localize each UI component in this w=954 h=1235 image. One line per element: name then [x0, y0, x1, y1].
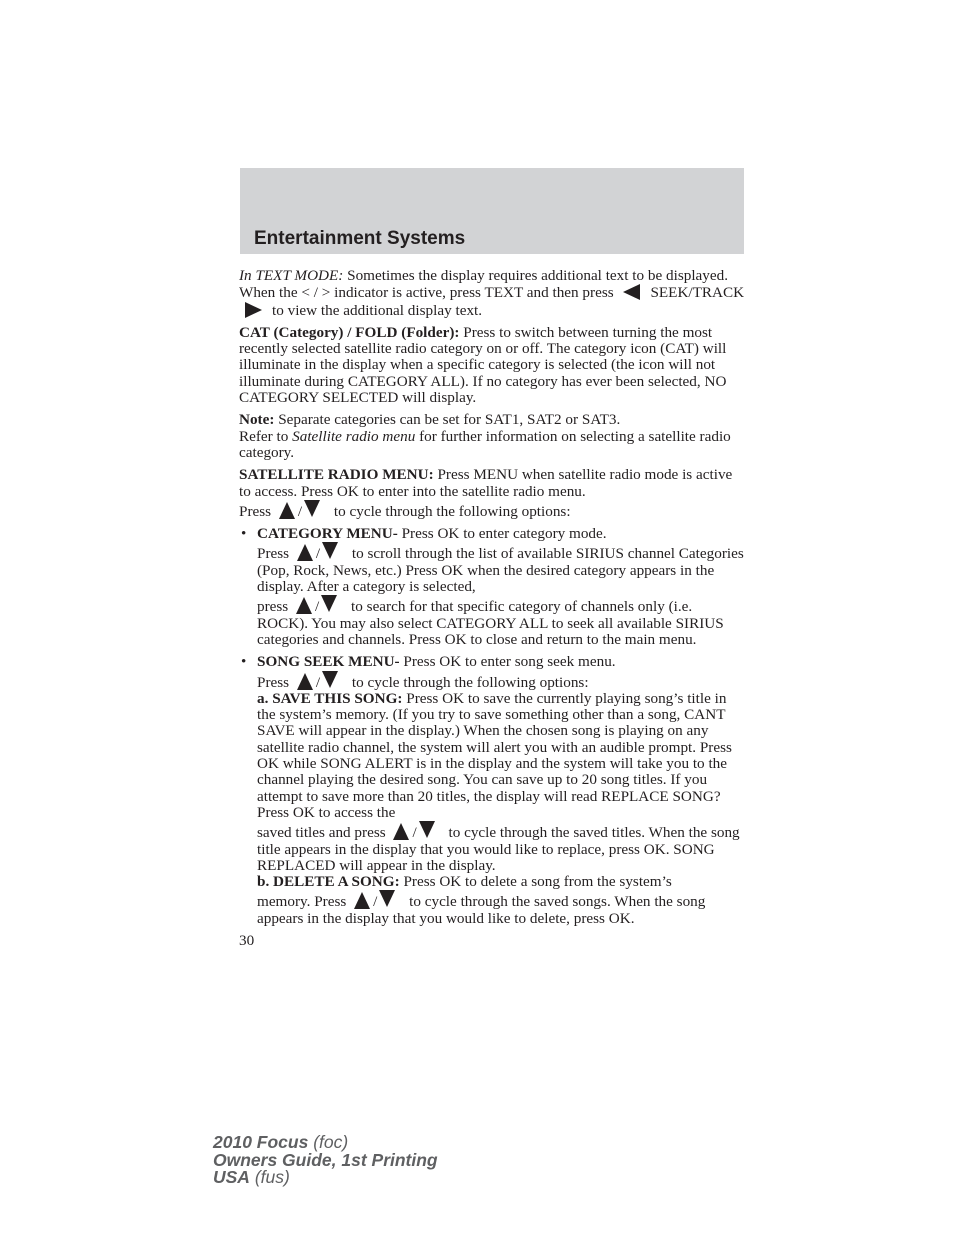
- cat-body: Press to switch between turning the most recently selected satellite radio category on or off. The category icon (CAT) will illuminate in the display when a specific category is selected (the icon will not illuminate during CATEGORY ALL). If no category has ever been selected, NO CATEGORY SELECTED will display.: [239, 323, 727, 407]
- text-mode-paragraph: [239, 268, 747, 319]
- footer-line-market: [213, 1169, 438, 1187]
- note-paragraph: [239, 412, 747, 461]
- satellite-menu-label: SATELLITE RADIO MENU:: [239, 466, 434, 484]
- seek-right-arrow-icon: [245, 302, 262, 318]
- footer-edition: Owners Guide, 1st Printing: [213, 1149, 438, 1170]
- cat-paragraph: [239, 325, 747, 406]
- down-arrow-icon: [321, 595, 337, 612]
- text-mode-seek: SEEK/TRACK: [650, 284, 745, 302]
- bullet: •: [241, 653, 247, 671]
- delete-song-pre: memory. Press: [257, 893, 347, 911]
- category-menu-label: CATEGORY MENU-: [257, 525, 398, 543]
- down-arrow-icon: [419, 821, 435, 838]
- save-song-pre: saved titles and press: [257, 824, 386, 842]
- down-arrow-icon: [379, 890, 395, 907]
- slash-text: /: [315, 545, 321, 563]
- category-press-1: Press: [257, 545, 290, 563]
- satellite-menu-press: Press: [239, 502, 272, 520]
- text-mode-end: to view the additional display text.: [272, 301, 483, 319]
- text-mode-label: In TEXT MODE:: [239, 267, 344, 284]
- slash-text: /: [412, 824, 417, 842]
- category-press-2: press: [257, 598, 289, 616]
- up-arrow-icon: [297, 544, 313, 561]
- down-arrow-icon: [304, 500, 320, 517]
- slash-text: /: [373, 893, 378, 911]
- text-mode-body: Sometimes the display requires additional text to be displayed. When the < / > indicator is active, press TEXT and then press: [239, 267, 729, 302]
- slash-text: /: [315, 673, 321, 691]
- satellite-menu-paragraph: [239, 467, 747, 520]
- save-song-body: Press OK to save the currently playing song’s title in the system’s memory. (If you try to save something other than a song, CANT SAVE will appear in the display.) When the chosen song is playing on any satellite radio channel, the system will alert you with an audible prompt. Press OK while SONG ALERT is in the display and the system will take you to the channel playing the desired song. You can save up to 20 song titles. If you attempt to save more than 20 titles, the display will read REPLACE SONG? Press OK to access the: [257, 689, 732, 821]
- category-text-1: to scroll through the list of available SIRIUS channel: [351, 545, 675, 563]
- footer-model: 2010 Focus: [213, 1132, 309, 1152]
- delete-song-body: Press OK to delete a song from the system’s: [399, 873, 672, 891]
- save-song-label: a. SAVE THIS SONG:: [257, 689, 403, 707]
- category-text-2: Categories (Pop, Rock, News, etc.) Press OK when the desired category appears in the display. After a category is selected,: [257, 545, 744, 596]
- category-menu-line-2: [257, 598, 665, 615]
- slash-text: /: [315, 598, 320, 616]
- slash-text: /: [297, 502, 303, 520]
- song-seek-body: Press OK to enter song seek menu.: [399, 653, 616, 671]
- delete-song-label: b. DELETE A SONG:: [257, 873, 400, 891]
- song-seek-menu-item: [239, 654, 747, 927]
- footer-market-code: (fus): [249, 1167, 290, 1187]
- category-menu-body: Press OK to enter category mode.: [397, 525, 607, 543]
- bullet: •: [241, 525, 247, 543]
- up-arrow-icon: [297, 673, 313, 690]
- save-song-line: [257, 824, 685, 841]
- footer-market: USA: [213, 1167, 250, 1187]
- delete-song-end: song appears in the display that you would like to delete, press OK.: [257, 893, 706, 927]
- page-content: [239, 268, 747, 949]
- satellite-menu-cycle: to cycle through the following options:: [333, 502, 571, 520]
- page-number: 30: [239, 931, 255, 949]
- down-arrow-icon: [322, 671, 338, 688]
- refer-pre: Refer to: [239, 427, 293, 445]
- category-menu-text: [257, 526, 747, 648]
- note-label: Note:: [239, 411, 275, 429]
- song-seek-press: Press: [257, 673, 290, 691]
- footer-line-model: [213, 1134, 438, 1152]
- cat-label: CAT (Category) / FOLD (Folder):: [239, 323, 460, 341]
- satellite-radio-menu-reference: Satellite radio menu: [292, 427, 416, 445]
- category-menu-item: [239, 526, 747, 648]
- song-seek-label: SONG SEEK MENU-: [257, 653, 400, 671]
- footer: [213, 1134, 438, 1187]
- song-seek-cycle: to cycle through the following options:: [351, 673, 589, 691]
- song-seek-text: [257, 654, 747, 927]
- up-arrow-icon: [393, 823, 409, 840]
- delete-song-line: [257, 893, 673, 910]
- save-song-post: to cycle through the saved titles. When: [448, 824, 685, 842]
- delete-song-post: to cycle through the saved songs. When the: [409, 893, 673, 911]
- satellite-menu-body: Press MENU when satellite radio mode is active to access. Press OK to enter into the satellite radio menu.: [239, 466, 733, 500]
- up-arrow-icon: [296, 597, 312, 614]
- category-text-4: (i.e. ROCK). You may also select CATEGORY ALL to seek all available SIRIUS categories and channels. Press OK to close and return to the main menu.: [257, 598, 724, 648]
- footer-model-code: (foc): [308, 1132, 349, 1152]
- up-arrow-icon: [354, 892, 370, 909]
- section-title: Entertainment Systems: [254, 228, 466, 249]
- seek-left-arrow-icon: [623, 284, 640, 300]
- category-text-3: to search for that specific category of channels only: [351, 598, 665, 616]
- category-menu-line-1: [257, 545, 675, 562]
- note-body: Separate categories can be set for SAT1, SAT2 or SAT3.: [274, 411, 621, 429]
- save-song-end: the song title appears in the display that you would like to replace, press OK. SONG REPLACED will appear in the display.: [257, 824, 740, 874]
- down-arrow-icon: [322, 542, 338, 559]
- up-arrow-icon: [279, 502, 295, 519]
- section-header: [240, 168, 744, 254]
- refer-post: for further information on selecting a satellite radio category.: [239, 427, 731, 461]
